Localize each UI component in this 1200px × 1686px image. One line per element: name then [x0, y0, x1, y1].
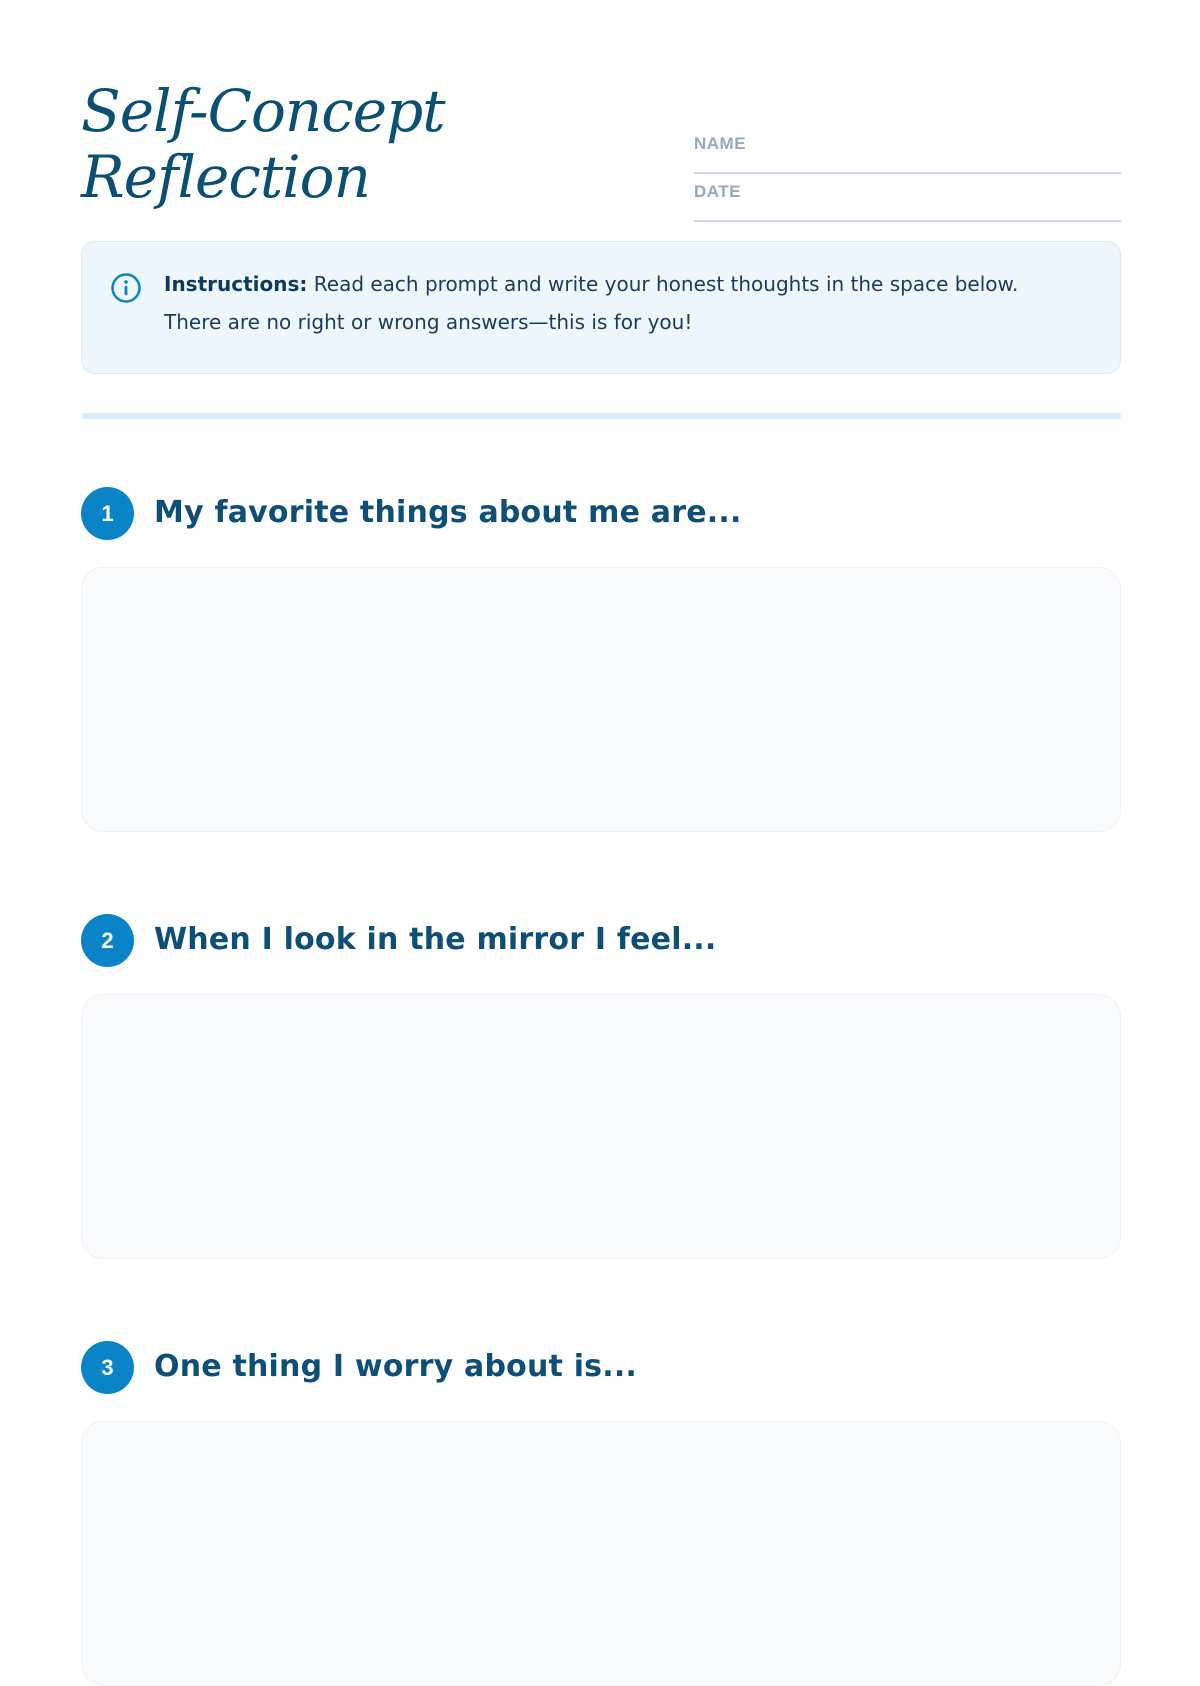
instructions-body: Read each prompt and write your honest thoughts in the space below. There are no right or wrong answers—this is for you! — [164, 272, 1019, 334]
answer-area[interactable] — [81, 567, 1121, 832]
prompt-section-1 — [81, 487, 1121, 541]
prompt-section-3 — [81, 1341, 1121, 1395]
instructions-label: Instructions: — [164, 272, 308, 296]
student-info-fields — [694, 128, 1121, 224]
worksheet-header — [81, 0, 1121, 232]
prompt-text: My favorite things about me are... — [154, 495, 742, 530]
prompt-header — [81, 1341, 1121, 1395]
prompt-number-badge: 3 — [81, 1341, 134, 1394]
prompt-number-badge: 1 — [81, 487, 134, 540]
prompt-header — [81, 487, 1121, 541]
prompt-text: When I look in the mirror I feel... — [154, 922, 717, 957]
title-line-1: Self-Concept — [81, 77, 445, 145]
instructions-box — [81, 241, 1121, 374]
worksheet-title — [81, 78, 445, 210]
info-icon — [110, 272, 142, 304]
date-label: DATE — [694, 182, 742, 201]
answer-area[interactable] — [81, 1421, 1121, 1686]
prompt-text: One thing I worry about is... — [154, 1349, 638, 1384]
prompt-number-badge: 2 — [81, 914, 134, 967]
title-line-2: Reflection — [81, 143, 370, 211]
prompt-section-2 — [81, 914, 1121, 968]
section-divider — [81, 413, 1121, 419]
prompt-header — [81, 914, 1121, 968]
date-field[interactable] — [694, 176, 1121, 222]
answer-area[interactable] — [81, 994, 1121, 1259]
name-field[interactable] — [694, 128, 1121, 174]
instructions-text — [164, 265, 1060, 341]
worksheet-page — [81, 0, 1121, 1384]
name-label: NAME — [694, 134, 747, 153]
